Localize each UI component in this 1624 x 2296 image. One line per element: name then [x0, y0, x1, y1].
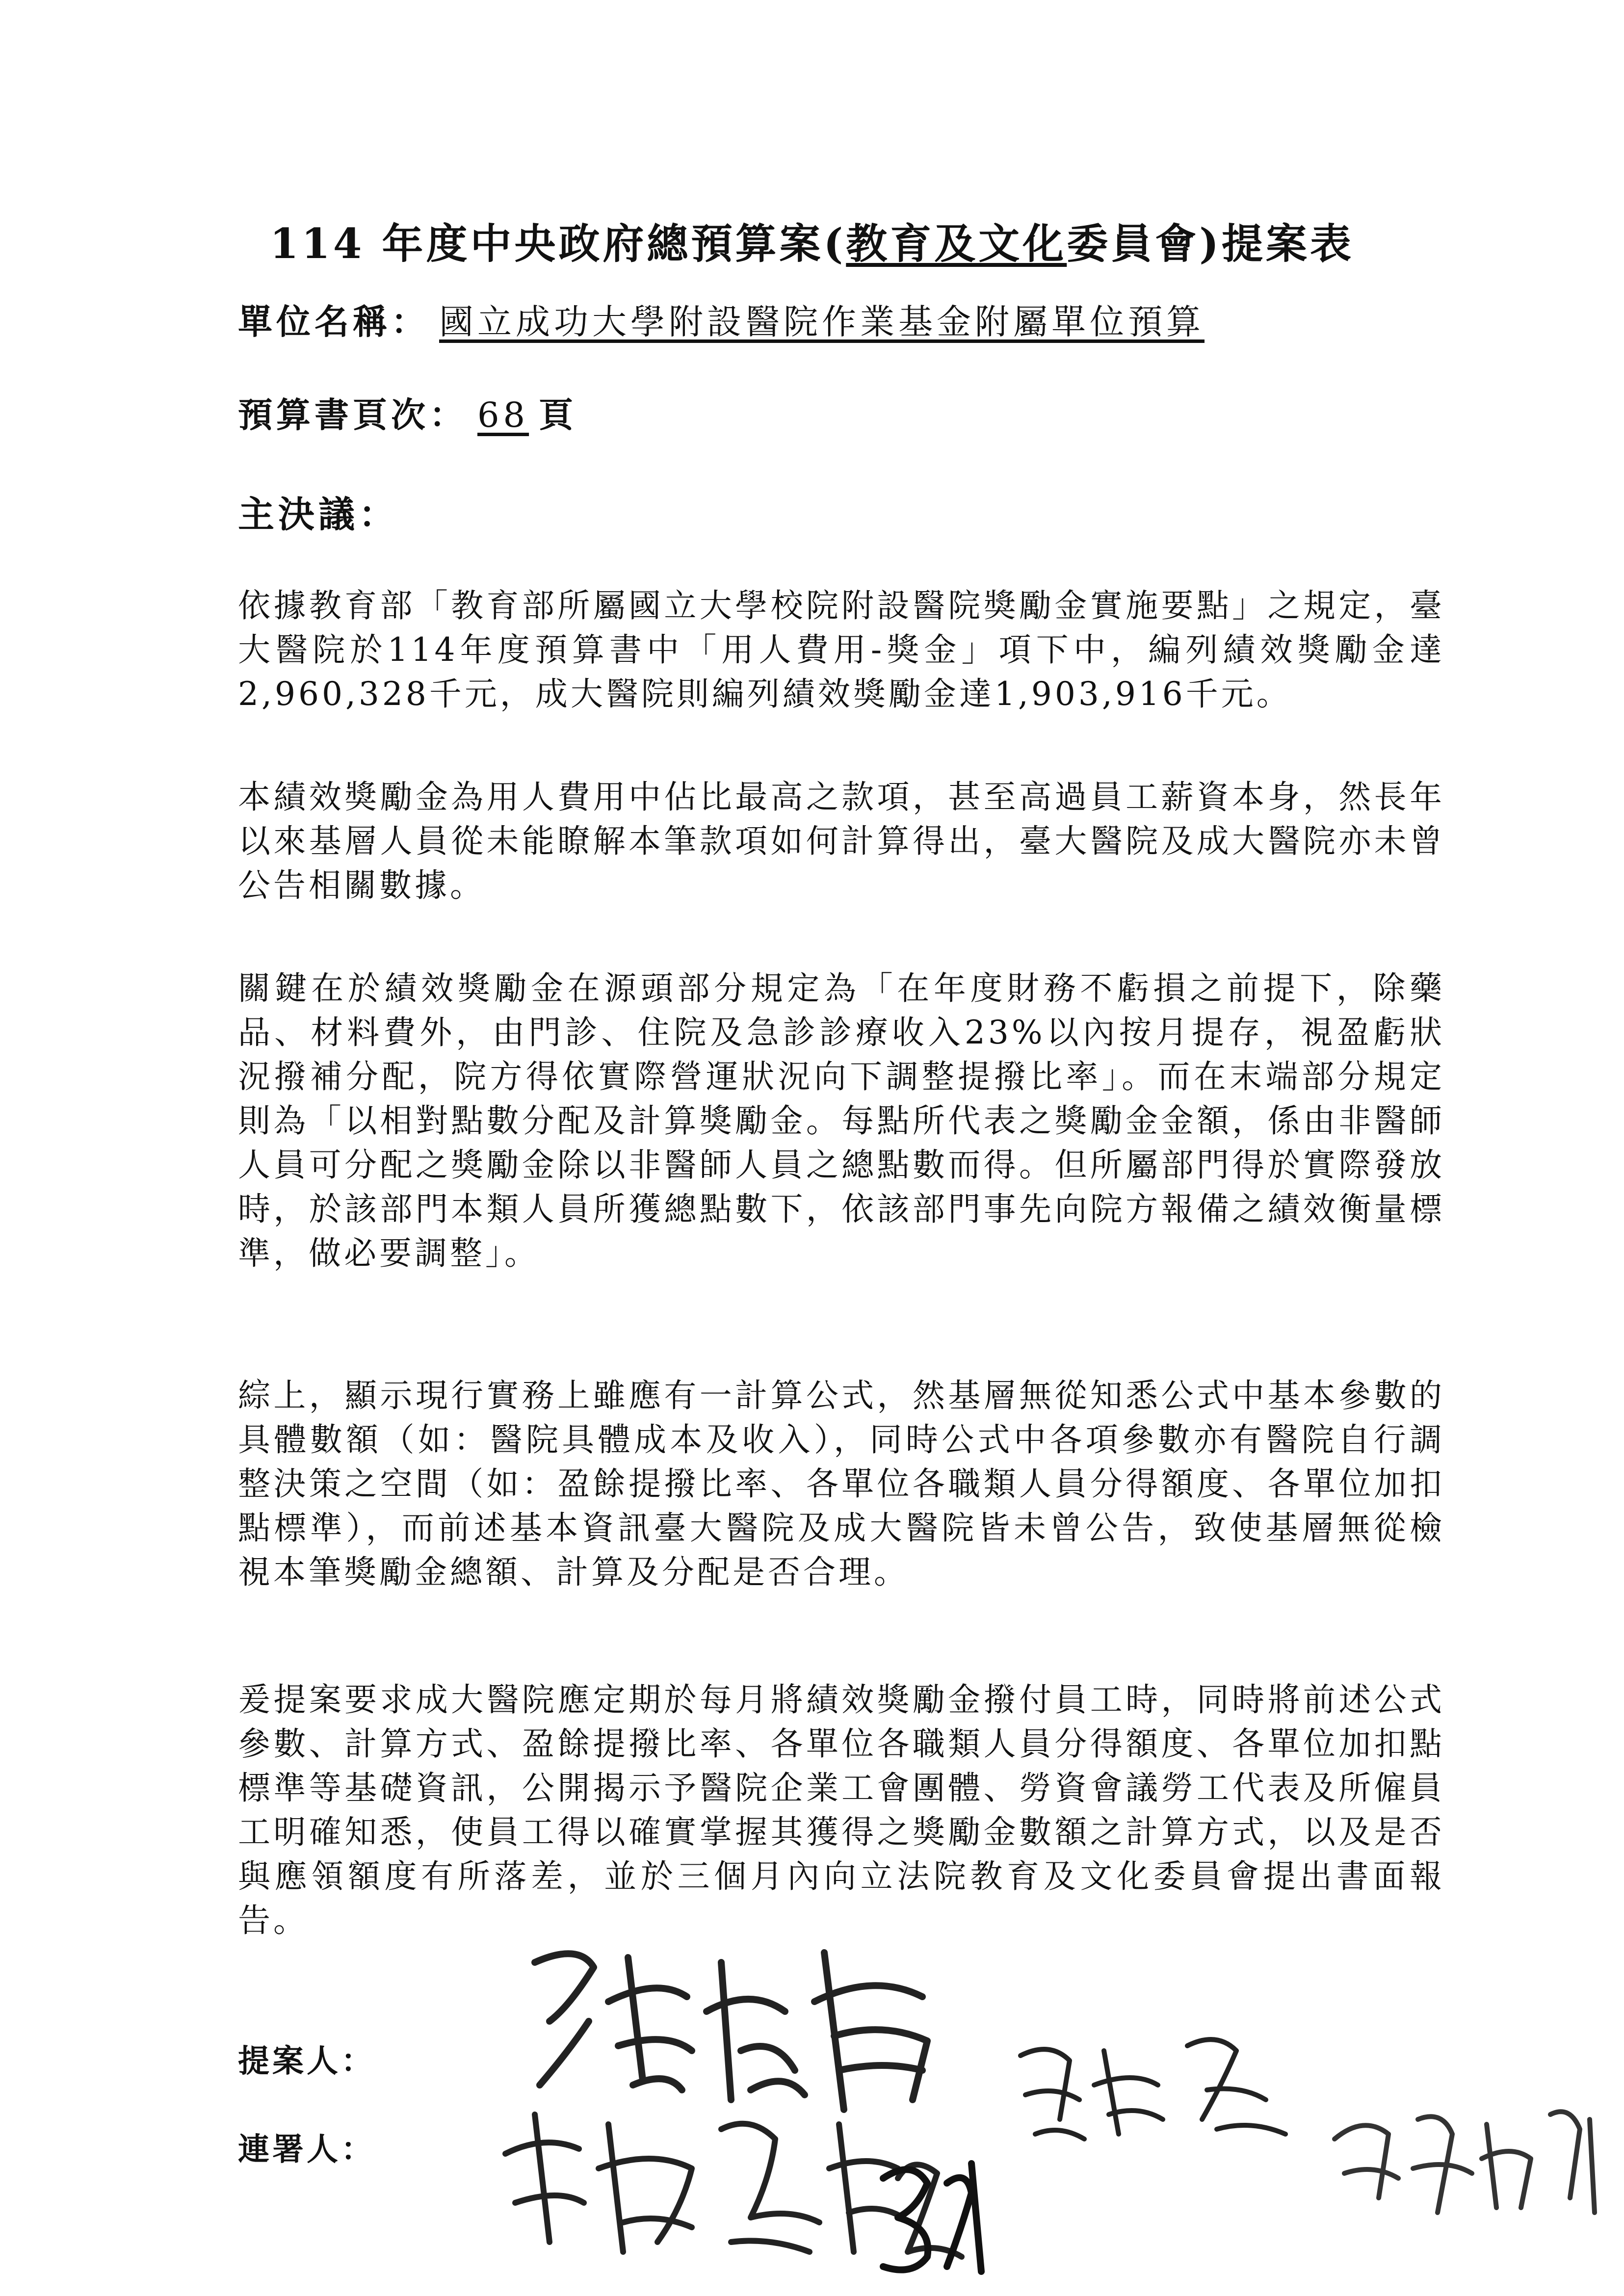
paragraph-1: 依據教育部「教育部所屬國立大學校院附設醫院獎勵金實施要點」之規定，臺大醫院於114年度預算書中「用人費用-獎金」項下中，編列績效獎勵金達2,960,328千元，成大醫院則編列績效獎勵金達1,903,916千元。 — [238, 587, 1445, 713]
budget-page-label: 預算書頁次： — [238, 394, 468, 435]
budget-page-unit: 頁 — [539, 394, 577, 435]
paragraph-4: 綜上，顯示現行實務上雖應有一計算公式，然基層無從知悉公式中基本參數的具體數額（如：醫院具體成本及收入），同時公式中各項參數亦有醫院自行調整決策之空間（如：盈餘提撥比率、各單位各職類人員分得額度、各單位加扣點標準），而前述基本資訊臺大醫院及成大醫院皆未曾公告，致使基層無從檢視本筆獎勵金總額、計算及分配是否合理。 — [238, 1377, 1445, 1591]
budget-page-field — [238, 388, 577, 437]
cosigner-signature-3 — [1325, 2085, 1609, 2232]
proposer-signature — [520, 1923, 962, 2119]
cosigner-label: 連署人： — [238, 2131, 375, 2168]
unit-name-value: 國立成功大學附設醫院作業基金附屬單位預算 — [439, 302, 1205, 342]
main-resolution-heading: 主決議： — [238, 494, 399, 536]
paragraph-3: 關鍵在於績效獎勵金在源頭部分規定為「在年度財務不虧損之前提下，除藥品、材料費外，由門診、住院及急診診療收入23%以內按月提存，視盈虧狀況撥補分配，院方得依實際營運狀況向下調整提撥比率」。而在末端部分規定則為「以相對點數分配及計算獎勵金。每點所代表之獎勵金金額，係由非醫師人員可分配之獎勵金除以非醫師人員之總點數而得。但所屬部門得於實際發放時，於該部門本類人員所獲總點數下，依該部門事先向院方報備之績效衡量標準，做必要調整」。 — [238, 969, 1445, 1272]
unit-name-label: 單位名稱： — [238, 301, 429, 342]
handwritten-number-signature — [873, 2154, 1001, 2281]
page-title: 114 年度中央政府總預算案(教育及文化委員會)提案表 — [269, 219, 1355, 268]
cosigner-signature-2 — [1011, 2021, 1315, 2149]
unit-name-field — [238, 294, 1214, 344]
committee-name: 教育及文化 — [846, 219, 1067, 268]
paragraph-5: 爰提案要求成大醫院應定期於每月將績效獎勵金撥付員工時，同時將前述公式參數、計算方式、盈餘提撥比率、各單位各職類人員分得額度、各單位加扣點標準等基礎資訊，公開揭示予醫院企業工會團體、勞資會議勞工代表及所僱員工明確知悉，使員工得以確實掌握其獲得之獎勵金數額之計算方式，以及是否與應領額度有所落差，並於三個月內向立法院教育及文化委員會提出書面報告。 — [238, 1681, 1445, 1939]
budget-page-value: 68 — [477, 395, 529, 435]
paragraph-2: 本績效獎勵金為用人費用中佔比最高之款項，甚至高過員工薪資本身，然長年以來基層人員從未能瞭解本筆款項如何計算得出，臺大醫院及成大醫院亦未曾公告相關數據。 — [238, 778, 1445, 904]
proposer-label: 提案人： — [238, 2043, 375, 2080]
